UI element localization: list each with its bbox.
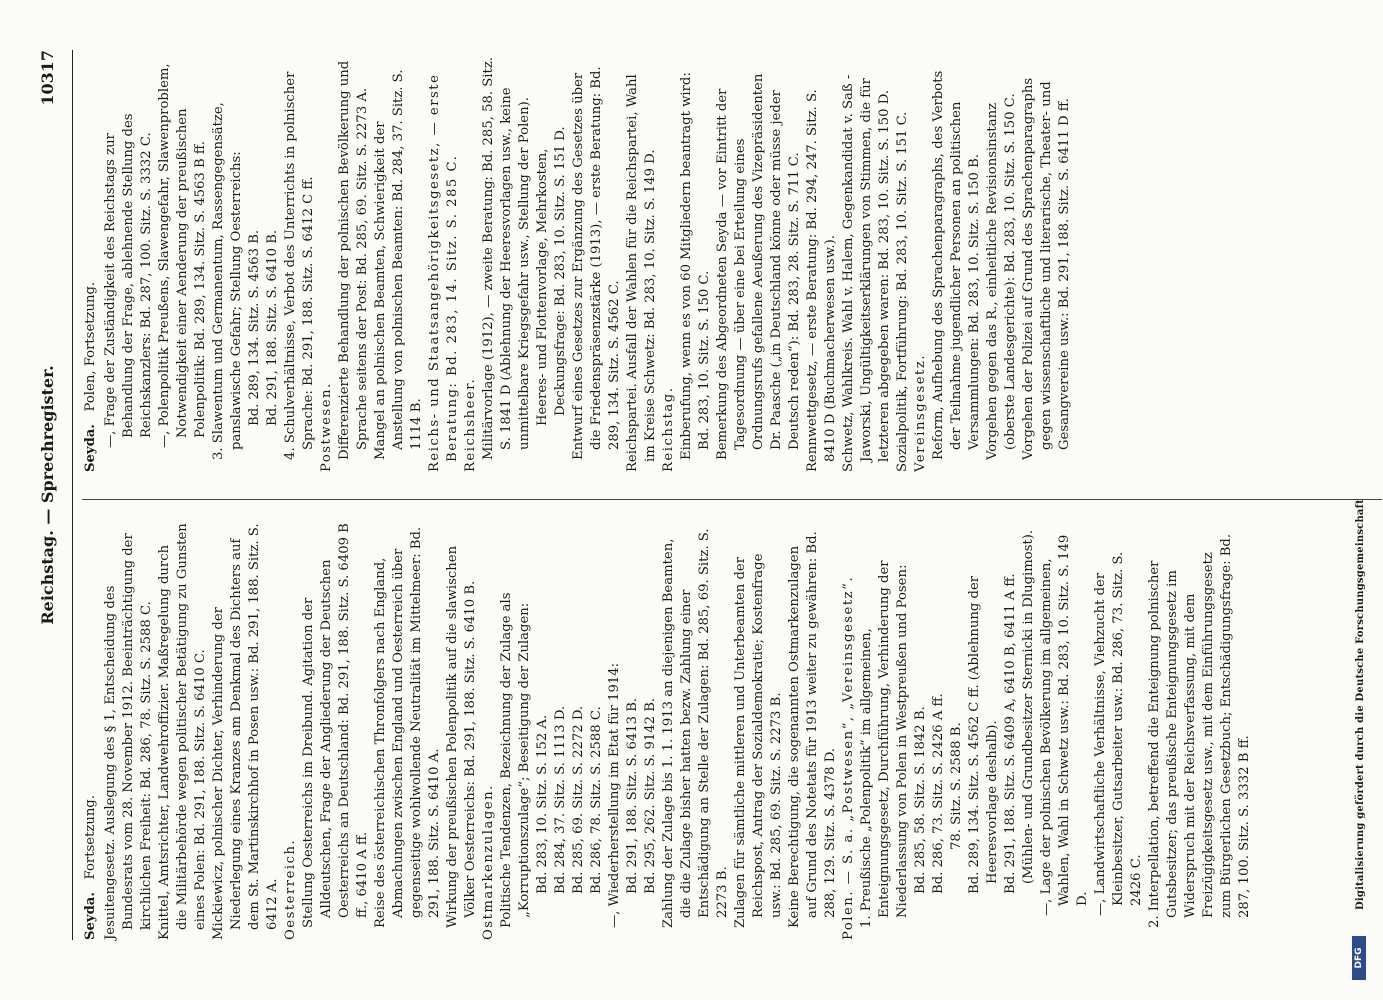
index-entry: Stellung Oesterreichs im Dreibund. Agitation der Alldeutschen, Frage der Angliederung der Deutschen Oesterreichs an Deutschland: Bd. 291, 188. Sitz. S. 6409 B ff., 6410 A ff. [301,523,370,928]
index-reference: 78. Sitz. S. 2588 B. [949,722,964,850]
index-entry: Sozialpolitik, Fortführung: Bd. 283, 10. Sitz. S. 151 C. [895,111,910,472]
index-entry: Einberufung, wenn es von 60 Mitgliedern beantragt wird: Bd. 283, 10. Sitz. S. 150 C. [679,72,712,460]
index-reference: Bd. 295, 262. Sitz. S. 9142 B. [643,697,658,894]
page-number: 10317 [38,50,57,106]
index-entry: Mangel an polnischen Beamten, Schwierigkeit der Anstellung von polnischen Beamten: Bd. 284, 37. Sitz. S. 1114 B. [373,69,424,460]
index-reference: Bd. 289, 134. Sitz. S. 4563 B. [247,229,262,426]
index-entry: Reichspartei. Ausfall der Wahlen für die Reichspartei, Wahl im Kreise Schwetz: Bd. 283, 10. Sitz. S. 149 D. [625,74,658,472]
header-rule [72,50,73,940]
index-reference: Bd. 291, 188. Sitz. S. 6410 B. [265,229,280,426]
continuation-label: Fortsetzung. [83,795,98,880]
index-entry: Bemerkung des Abgeordneten Seyda — vor Eintritt der Tagesordnung — über eine bei Erteilung eines Ordnungsrufs gefallene Aeußerung des Vizepräsidenten Dr. Paasche („in Deutschland könne oder müsse jeder Deutsch reden“): Bd. 283, 28. Sitz. S. 711 C. [715,73,802,460]
index-entry: Keine Berechtigung, die sogenannten Ostmarkenzulagen auf Grund des Notetats für 1913 weiter zu gewähren: Bd. 288, 129. Sitz. S. 4378 D. [787,531,838,928]
index-entry: Militärvorlage (1912), — zweite Beratung: Bd. 285, 58. Sitz. S. 1841 D (Ablehnung der Heeresvorlagen usw., keine unmittelbare Kriegsgefahr usw., Stellung der Polen). [481,57,532,460]
index-entry: Schwetz, Wahlkreis. Wahl v. Halem, Gegenkandidat v. Saß - Jaworski, Ungültigkeitserklärungen von Stimmen, die für letzteren abgegeben waren: Bd. 283, 10. Sitz. S. 150 D. [841,74,892,472]
index-entry: Knittel, Amtsrichter, Landwehroffizier. Maßregelung durch die Militärbehörde wegen politischer Betätigung zu Gunsten eines Polen: Bd. 291, 188. Sitz. S. 6410 C. [157,523,208,940]
index-entry: —, Frage der Zuständigkeit des Reichstags zur Behandlung der Frage, ablehnende Stellung des Reichskanzlers: Bd. 287, 100. Sitz. S. 3332 C. [103,113,154,448]
index-heading: Reichstag. [661,386,676,472]
index-entry: 3. Slawentum und Germanentum, Rassengegensätze, panslawische Gefahr; Stellung Oesterreichs: [211,102,244,460]
index-reference: Bd. 286, 78. Sitz. S. 2588 C. [589,706,604,894]
index-heading: Vereinsgesetz. [913,354,928,472]
digitization-note: Digitalisierung gefördert durch die Deutsche Forschungsgemeinschaft [1355,499,1366,910]
index-reference: Bd. 286, 73. Sitz. S. 2426 A ff. [931,693,946,894]
speaker-name: Seyda. [83,892,98,940]
index-entry: Politische Tendenzen, Bezeichnung der Zulage als „Korruptionszulage“; Beseitigung der Zulagen: [499,592,532,928]
left-column [82,522,1254,940]
index-entry: —, Polenpolitik Preußens, Slawengefahr, Slawenproblem, Notwendigkeit einer Aenderung der preußischen Polenpolitik: Bd. 289, 134. Sitz. S. 4563 B ff. [157,63,208,448]
index-heading: Ostmarkenzulagen. [481,784,496,940]
index-entry: Differenzierte Behandlung der polnischen Bevölkerung und Sprache seitens der Post: Bd. 285, 69. Sitz. S. 2273 A. [337,60,370,460]
right-column-heading [82,54,100,472]
index-heading: Reichs- und Staatsangehörigkeitsgesetz, — erste Beratung: Bd. 283, 14. Sitz. S. 285 C. [427,73,460,472]
index-entry: Reise des österreichischen Thronfolgers nach England, Abmachungen zwischen England und Oesterreich über gegenseitige wohlwollende Neutralität im Mittelmeer: Bd. 291, 188. Sitz. S. 6410 A. [373,526,442,928]
right-column [82,54,1074,472]
index-reference: Bd. 285, 58. Sitz. S. 1842 B. [913,706,928,894]
index-reference: Bd. 284, 37. Sitz. S. 1113 D. [553,705,568,894]
index-entry: —, Lage der polnischen Bevölkerung im allgemeinen, Wahlen, Wahl in Schwetz usw.: Bd. 283, 10. Sitz. S. 149 D. [1039,534,1090,916]
index-entry: Mickiewicz, polnischer Dichter, Verhinderung der Niederlegung eines Kranzes am Denkmal des Dichters auf dem St. Martinskirchhof in Posen usw.: Bd. 291, 188. Sitz. S. 6412 A. [211,523,280,940]
index-reference: Bd. 283, 10. Sitz. S. 152 A. [535,714,550,894]
index-entry: Zahlung der Zulage bis 1. 1. 1913 an diejenigen Beamten, die die Zulage bisher hatten bezw. Zahlung einer Entschädigung an Stelle der Zulagen: Bd. 285, 69. Sitz. S. 2273 B. [661,528,730,928]
column-divider [82,499,1382,500]
index-heading: Reichsheer. [463,377,478,472]
page-header [38,50,68,940]
index-entry: 4. Schulverhältnisse, Verbot des Unterrichts in polnischer Sprache: Bd. 291, 188. Sitz. S. 6412 C ff. [283,71,316,460]
index-reference: Bd. 291, 188. Sitz. S. 6413 B. [625,697,640,894]
index-reference: Bd. 285, 69. Sitz. S. 2272 D. [571,705,586,894]
index-entry: Zulagen für sämtliche mittleren und Unterbeamten der Reichspost, Antrag der Sozialdemokratie; Kostenfrage usw.: Bd. 285, 69. Sitz. S. 2273 B. [733,553,784,928]
index-reference: Bd. 289, 134. Sitz. S. 4562 C ff. (Ablehnung der Heeresvorlage deshalb). [967,575,1000,894]
index-heading: Postwesen. [319,382,334,472]
index-entry: Heeres- und Flottenvorlage, Mehrkosten, Deckungsfrage: Bd. 283, 10. Sitz. S. 151 D. [535,126,568,426]
speaker-name: Seyda. [83,424,98,472]
index-entry: Rennwettgesetz, — erste Beratung: Bd. 294, 247. Sitz. S. 8410 D (Buchmacherwesen usw.). [805,89,838,472]
index-entry: 2. Interpellation, betreffend die Enteignung polnischer Gutsbesitzer; das preußische Enteignungsgesetz im Widerspruch mit der Reichsverfassung, mit dem Freizügigkeitsgesetz usw., mit dem Einführungsgesetz zum Bürgerlichen Gesetzbuch; Entschädigungsfrage: Bd. 287, 100. Sitz. S. 3332 B ff. [1147,533,1252,928]
index-entry: Entwurf eines Gesetzes zur Ergänzung des Gesetzes über die Friedenspräsenzstärke (1913), — erste Beratung: Bd. 289, 134. Sitz. S. 4562 C. [571,66,622,460]
index-entry: Vorgehen gegen das R., einheitliche Revisionsinstanz (oberste Landesgerichte): Bd. 283, 10. Sitz. S. 150 C. [985,93,1018,460]
continuation-label: Polen, Fortsetzung. [83,281,98,412]
index-entry: —, Wiederherstellung im Etat für 1914: [607,662,622,928]
index-entry: —, Landwirtschaftliche Verhältnisse, Viehzucht der Kleinbesitzer, Gutsarbeiter usw.: Bd. 286, 73. Sitz. S. 2426 C. [1093,551,1144,916]
page-title: Reichstag. — Sprechregister. [38,365,57,625]
left-column-heading [82,522,100,940]
index-heading: Oesterreich. [283,838,298,940]
index-heading: Polen. — S. a. „Postwesen“, „Vereinsgesetz“. [841,575,856,940]
index-reference: Bd. 291, 188. Sitz. S. 6409 A, 6410 B, 6411 A ff. (Mühlen- und Grundbesitzer Sternicki in Dlugimost). [1003,529,1036,894]
dfg-logo: DFG [1352,936,1366,980]
index-entry: Wirkung der preußischen Polenpolitik auf die slawischen Völker Oesterreichs: Bd. 291, 188. Sitz. S. 6410 B. [445,545,478,928]
index-entry: 1. Preußische „Polenpolitik“ im allgemeinen, Enteignungsgesetz, Durchführung, Verhinderung der Niederlassung von Polen in Westpreußen und Posen: [859,560,910,928]
index-entry: Reform, Aufhebung des Sprachenparagraphs, des Verbots der Teilnahme jugendlicher Personen an politischen Versammlungen: Bd. 283, 10. Sitz. S. 150 B. [931,70,982,460]
index-entry: Vorgehen der Polizei auf Grund des Sprachenparagraphs gegen wissenschaftliche und literarische, Theater- und Gesangvereine usw.: Bd. 291, 188. Sitz. S. 6411 D ff. [1021,77,1072,460]
index-entry: Jesuitengesetz. Auslegung des § 1, Entscheidung des Bundesrats vom 28. November 1912. Beeinträchtigung der kirchlichen Freiheit: Bd. 286, 78. Sitz. S. 2588 C. [103,533,154,940]
